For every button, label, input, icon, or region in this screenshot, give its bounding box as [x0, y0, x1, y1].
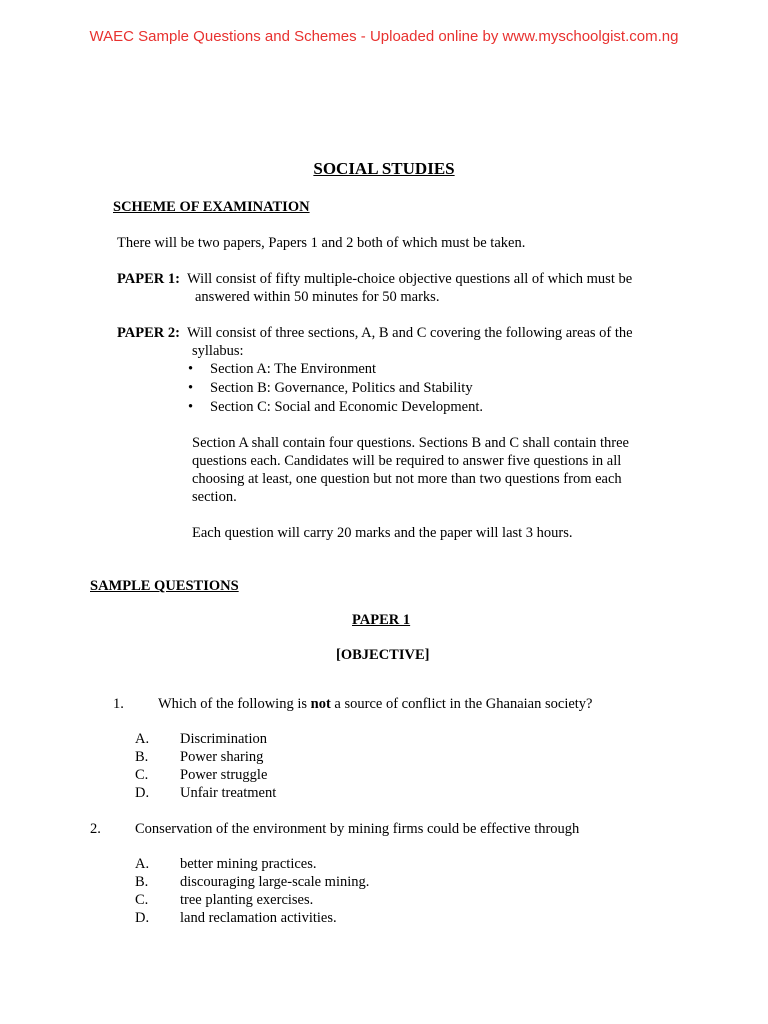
question-2-number: 2. [90, 821, 101, 837]
q2-option-b-letter: B. [135, 874, 149, 890]
question-1-text-after: a source of conflict in the Ghanaian society? [330, 696, 593, 712]
question-1-text [158, 695, 593, 713]
q1-option-a-letter: A. [135, 731, 150, 747]
paper2-para-line2: questions each. Candidates will be required to answer five questions in all [192, 453, 622, 469]
paper1-label: PAPER 1: [117, 271, 180, 287]
paper2-text1: Will consist of three sections, A, B and C covering the following areas of the [186, 325, 633, 341]
q2-option-d-text: land reclamation activities. [180, 910, 337, 926]
source-banner: WAEC Sample Questions and Schemes - Uploaded online by www.myschoolgist.com.ng [89, 28, 679, 45]
sample-paper-heading: PAPER 1 [352, 612, 411, 628]
q1-option-a-text: Discrimination [180, 731, 267, 747]
section-a-text: Section A: The Environment [210, 361, 377, 377]
q1-option-b-letter: B. [135, 749, 149, 765]
bullet-icon: • [188, 361, 194, 377]
question-1-text-before: Which of the following is [158, 696, 311, 712]
paper2-para-line4: section. [192, 489, 237, 505]
q2-option-a-text: better mining practices. [180, 856, 317, 872]
q1-option-d-text: Unfair treatment [180, 785, 277, 801]
sample-paper-subheading: [OBJECTIVE] [336, 647, 430, 663]
paper1-line2: answered within 50 minutes for 50 marks. [195, 289, 440, 305]
q1-option-c-text: Power struggle [180, 767, 268, 783]
scheme-heading: SCHEME OF EXAMINATION [113, 199, 310, 215]
section-bullet-c [188, 398, 483, 416]
paper2-para-line1: Section A shall contain four questions. Sections B and C shall contain three [192, 435, 629, 451]
paper2-marks: Each question will carry 20 marks and the paper will last 3 hours. [192, 525, 573, 541]
paper2-line1 [117, 324, 633, 342]
q1-option-c-letter: C. [135, 767, 149, 783]
question-1-number: 1. [113, 696, 124, 712]
bullet-icon: • [188, 380, 194, 396]
bullet-icon: • [188, 399, 194, 415]
page-title: SOCIAL STUDIES [313, 159, 455, 178]
sample-questions-heading: SAMPLE QUESTIONS [90, 578, 239, 594]
section-bullet-a [188, 360, 376, 378]
paper2-label: PAPER 2: [117, 325, 180, 341]
q1-option-d-letter: D. [135, 785, 150, 801]
q2-option-b-text: discouraging large-scale mining. [180, 874, 370, 890]
q2-option-d-letter: D. [135, 910, 150, 926]
section-c-text: Section C: Social and Economic Development. [210, 399, 484, 415]
paper1-text1: Will consist of fifty multiple-choice objective questions all of which must be [186, 271, 633, 287]
paper2-para-line3: choosing at least, one question but not more than two questions from each [192, 471, 622, 487]
q2-option-c-text: tree planting exercises. [180, 892, 314, 908]
scheme-intro: There will be two papers, Papers 1 and 2 both of which must be taken. [117, 235, 526, 251]
paper1-line1 [117, 270, 632, 288]
q2-option-a-letter: A. [135, 856, 150, 872]
section-b-text: Section B: Governance, Politics and Stability [210, 380, 473, 396]
question-2-text: Conservation of the environment by mining firms could be effective through [135, 821, 580, 837]
section-bullet-b [188, 379, 473, 397]
question-1-emphasis: not [310, 696, 331, 712]
paper2-line2: syllabus: [192, 343, 244, 359]
q1-option-b-text: Power sharing [180, 749, 264, 765]
q2-option-c-letter: C. [135, 892, 149, 908]
